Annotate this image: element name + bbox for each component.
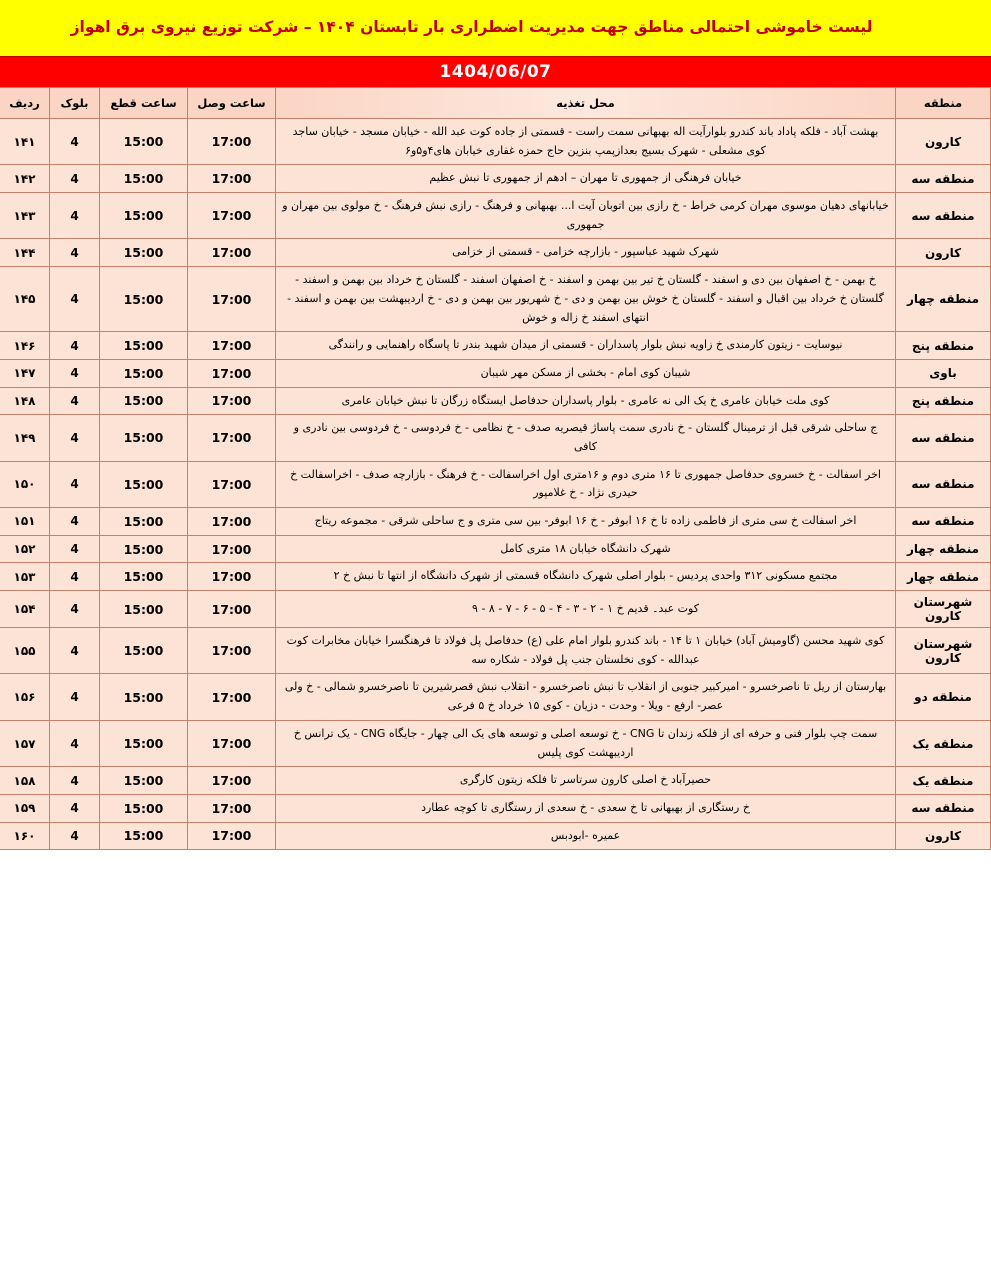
cell-region: شهرستان کارون — [896, 591, 991, 628]
table-body — [0, 119, 991, 850]
table-row — [0, 165, 991, 193]
table-header-row — [0, 88, 991, 119]
cell-time-off: 15:00 — [100, 822, 188, 850]
cell-index: ۱۴۶ — [0, 332, 50, 360]
cell-block: 4 — [50, 767, 100, 795]
cell-time-on: 17:00 — [188, 563, 276, 591]
cell-time-off: 15:00 — [100, 239, 188, 267]
cell-time-on: 17:00 — [188, 267, 276, 332]
cell-time-off: 15:00 — [100, 332, 188, 360]
cell-time-off: 15:00 — [100, 119, 188, 165]
cell-place: بهشت آباد - فلکه پاداد باند کندرو بلوارآیت اله بهبهانی سمت راست - قسمتی از جاده کوت عبد الله - خیابان مسجد - خیابان ساجد کوی مشعلی - شهرک بسیج بعدازپمپ بنزین حاج حمزه غفاری خیابان های۴و۵و۶ — [276, 119, 896, 165]
cell-index: ۱۵۲ — [0, 535, 50, 563]
table-row — [0, 563, 991, 591]
cell-time-on: 17:00 — [188, 193, 276, 239]
cell-block: 4 — [50, 822, 100, 850]
cell-block: 4 — [50, 563, 100, 591]
cell-block: 4 — [50, 628, 100, 674]
cell-place: حصیرآباد خ اصلی کارون سرتاسر تا فلکه زیتون کارگری — [276, 767, 896, 795]
cell-region: منطقه چهار — [896, 267, 991, 332]
cell-index: ۱۵۱ — [0, 508, 50, 536]
cell-place: اخر اسفالت خ سی متری از فاطمی زاده تا خ ۱۶ ابوفر - خ ۱۶ ابوفر- بین سی متری و ج ساحلی شرقی - مجموعه ریتاج — [276, 508, 896, 536]
cell-region: منطقه سه — [896, 193, 991, 239]
cell-index: ۱۴۳ — [0, 193, 50, 239]
cell-place: ج ساحلی شرقی قبل از ترمینال گلستان - خ نادری سمت پاساژ قیصریه صدف - خ نظامی - خ فردوسی - خ فردوسی بین نادری و کافی — [276, 415, 896, 461]
cell-block: 4 — [50, 119, 100, 165]
table-row — [0, 415, 991, 461]
cell-block: 4 — [50, 508, 100, 536]
cell-time-off: 15:00 — [100, 720, 188, 766]
cell-region: منطقه سه — [896, 794, 991, 822]
cell-region: منطقه سه — [896, 415, 991, 461]
cell-region: شهرستان کارون — [896, 628, 991, 674]
table-row — [0, 508, 991, 536]
table-row — [0, 387, 991, 415]
cell-place: خیابان فرهنگی از جمهوری تا مهران – ادهم از جمهوری تا نبش عظیم — [276, 165, 896, 193]
cell-time-off: 15:00 — [100, 674, 188, 720]
cell-time-off: 15:00 — [100, 165, 188, 193]
table-row — [0, 267, 991, 332]
page-title: لیست خاموشی احتمالی مناطق جهت مدیریت اضطراری بار تابستان ۱۴۰۴ – شرکت توزیع نیروی برق اهواز — [70, 18, 873, 37]
date-banner: 1404/06/07 — [0, 57, 991, 87]
cell-block: 4 — [50, 165, 100, 193]
cell-block: 4 — [50, 332, 100, 360]
cell-time-on: 17:00 — [188, 535, 276, 563]
cell-time-off: 15:00 — [100, 535, 188, 563]
cell-place: مجتمع مسکونی ۳۱۲ واحدی پردیس - بلوار اصلی شهرک دانشگاه قسمتی از شهرک دانشگاه از انتها تا نبش خ ۲ — [276, 563, 896, 591]
cell-index: ۱۵۴ — [0, 591, 50, 628]
cell-block: 4 — [50, 387, 100, 415]
table-row — [0, 591, 991, 628]
cell-region: منطقه سه — [896, 508, 991, 536]
table-row — [0, 535, 991, 563]
cell-place: خ رستگاری از بهبهانی تا خ سعدی - خ سعدی از رستگاری تا کوچه عطارد — [276, 794, 896, 822]
cell-time-on: 17:00 — [188, 359, 276, 387]
cell-block: 4 — [50, 535, 100, 563]
cell-index: ۱۴۴ — [0, 239, 50, 267]
title-banner — [0, 0, 991, 57]
cell-block: 4 — [50, 415, 100, 461]
cell-region: منطقه سه — [896, 165, 991, 193]
cell-time-on: 17:00 — [188, 119, 276, 165]
table-row — [0, 193, 991, 239]
cell-index: ۱۵۰ — [0, 461, 50, 507]
cell-time-on: 17:00 — [188, 767, 276, 795]
cell-block: 4 — [50, 674, 100, 720]
cell-time-on: 17:00 — [188, 794, 276, 822]
cell-index: ۱۵۷ — [0, 720, 50, 766]
cell-index: ۱۴۷ — [0, 359, 50, 387]
cell-region: منطقه پنج — [896, 387, 991, 415]
cell-region: کارون — [896, 239, 991, 267]
cell-time-on: 17:00 — [188, 387, 276, 415]
cell-block: 4 — [50, 359, 100, 387]
cell-time-on: 17:00 — [188, 822, 276, 850]
cell-region: منطقه یک — [896, 720, 991, 766]
cell-time-off: 15:00 — [100, 415, 188, 461]
cell-index: ۱۴۲ — [0, 165, 50, 193]
cell-block: 4 — [50, 267, 100, 332]
cell-block: 4 — [50, 461, 100, 507]
cell-time-on: 17:00 — [188, 461, 276, 507]
cell-index: ۱۵۶ — [0, 674, 50, 720]
table-row — [0, 359, 991, 387]
cell-place: شهرک شهید عباسپور - بازارچه خزامی - قسمتی از خزامی — [276, 239, 896, 267]
table-row — [0, 674, 991, 720]
cell-index: ۱۴۵ — [0, 267, 50, 332]
table-row — [0, 767, 991, 795]
cell-region: کارون — [896, 119, 991, 165]
cell-place: بهارستان از ریل تا ناصرخسرو - امیرکبیر جنوبی از انقلاب تا نبش ناصرخسرو - انقلاب نبش قصرشیرین تا ناصرخسرو شمالی - خ ولی عصر- ارفع - ویلا - وحدت - دزیان - کوی ۱۵ خرداد خ ۵ فرعی — [276, 674, 896, 720]
cell-region: منطقه چهار — [896, 535, 991, 563]
cell-time-on: 17:00 — [188, 628, 276, 674]
cell-place: کوی شهید محسن (گاومیش آباد) خیابان ۱ تا ۱۴ - باند کندرو بلوار امام علی (ع) حدفاصل پل فولاد تا فرهنگسرا خیابان مخابرات کوت عبدالله - کوی نخلستان جنب پل فولاد - شکاره سه — [276, 628, 896, 674]
cell-time-on: 17:00 — [188, 591, 276, 628]
cell-time-on: 17:00 — [188, 674, 276, 720]
cell-place: اخر اسفالت - خ خسروی حدفاصل جمهوری تا ۱۶ متری دوم و ۱۶متری اول اخراسفالت - خ فرهنگ - بازارچه صدف - اخراسفالت خ حیدری نژاد - خ غلامپور — [276, 461, 896, 507]
cell-place: کوی ملت خیابان عامری خ یک الی نه عامری - بلوار پاسداران حدفاصل ایستگاه زرگان تا نبش خیابان عامری — [276, 387, 896, 415]
cell-time-off: 15:00 — [100, 267, 188, 332]
cell-index: ۱۴۹ — [0, 415, 50, 461]
cell-time-off: 15:00 — [100, 193, 188, 239]
cell-region: منطقه یک — [896, 767, 991, 795]
outage-table — [0, 87, 991, 850]
column-header-block: بلوک — [50, 88, 100, 119]
cell-index: ۱۴۱ — [0, 119, 50, 165]
cell-place: سمت چپ بلوار فنی و حرفه ای از فلکه زندان تا CNG - خ توسعه اصلی و توسعه های یک الی چهار - جایگاه CNG - یک ترانس خ اردیبهشت کوی پلیس — [276, 720, 896, 766]
cell-block: 4 — [50, 794, 100, 822]
cell-region: منطقه چهار — [896, 563, 991, 591]
cell-region: منطقه دو — [896, 674, 991, 720]
cell-time-off: 15:00 — [100, 563, 188, 591]
table-header — [0, 88, 991, 119]
table-row — [0, 239, 991, 267]
cell-time-off: 15:00 — [100, 767, 188, 795]
cell-index: ۱۴۸ — [0, 387, 50, 415]
table-row — [0, 119, 991, 165]
cell-region: کارون — [896, 822, 991, 850]
cell-time-off: 15:00 — [100, 461, 188, 507]
cell-index: ۱۵۹ — [0, 794, 50, 822]
title-banner-right-spacer — [0, 0, 40, 56]
cell-index: ۱۵۳ — [0, 563, 50, 591]
cell-index: ۱۶۰ — [0, 822, 50, 850]
cell-place: شیبان کوی امام - بخشی از مسکن مهر شیبان — [276, 359, 896, 387]
cell-place: خ بهمن - خ اصفهان بین دی و اسفند - گلستان خ تیر بین بهمن و اسفند - خ اصفهان اسفند - گلستان خ خرداد بین بهمن و اسفند - گلستان خ خرداد بین اقبال و اسفند - گلستان خ خوش بین بهمن و دی - خ شهریور بین بهمن و دی - خ اردیبهشت بین بهمن و اسفند - انتهای اسفند خ زاله و خوش — [276, 267, 896, 332]
column-header-index: ردیف — [0, 88, 50, 119]
title-banner-left-spacer — [903, 0, 991, 56]
cell-time-off: 15:00 — [100, 794, 188, 822]
cell-time-on: 17:00 — [188, 332, 276, 360]
cell-region: منطقه پنج — [896, 332, 991, 360]
table-row — [0, 628, 991, 674]
table-row — [0, 461, 991, 507]
cell-time-on: 17:00 — [188, 415, 276, 461]
table-row — [0, 332, 991, 360]
cell-time-off: 15:00 — [100, 628, 188, 674]
cell-time-on: 17:00 — [188, 165, 276, 193]
cell-block: 4 — [50, 193, 100, 239]
cell-time-on: 17:00 — [188, 508, 276, 536]
cell-time-on: 17:00 — [188, 720, 276, 766]
cell-block: 4 — [50, 591, 100, 628]
table-row — [0, 822, 991, 850]
cell-block: 4 — [50, 239, 100, 267]
cell-region: منطقه سه — [896, 461, 991, 507]
cell-time-on: 17:00 — [188, 239, 276, 267]
cell-index: ۱۵۸ — [0, 767, 50, 795]
column-header-time-on: ساعت وصل — [188, 88, 276, 119]
cell-index: ۱۵۵ — [0, 628, 50, 674]
cell-time-off: 15:00 — [100, 387, 188, 415]
table-row — [0, 794, 991, 822]
column-header-region: منطقه — [896, 88, 991, 119]
cell-place: کوت عبد۔ قدیم خ ۱ - ۲ - ۳ - ۴ - ۵ - ۶ - ۷ - ۸ - ۹ — [276, 591, 896, 628]
cell-time-off: 15:00 — [100, 508, 188, 536]
cell-block: 4 — [50, 720, 100, 766]
cell-place: عمیره -ابودبس — [276, 822, 896, 850]
column-header-time-off: ساعت قطع — [100, 88, 188, 119]
cell-place: خیابانهای دهیان موسوی مهران کرمی خراط - خ رازی بین اتوبان آیت ا... بهبهانی و فرهنگ - رازی نبش فرهنگ - خ مولوی بین مهران و جمهوری — [276, 193, 896, 239]
cell-time-off: 15:00 — [100, 591, 188, 628]
cell-place: نیوسایت - زیتون کارمندی خ زاویه نبش بلوار پاسداران - قسمتی از میدان شهید بندر تا پاسگاه راهنمایی و رانندگی — [276, 332, 896, 360]
cell-region: باوی — [896, 359, 991, 387]
column-header-place: محل تغذیه — [276, 88, 896, 119]
cell-time-off: 15:00 — [100, 359, 188, 387]
table-row — [0, 720, 991, 766]
cell-place: شهرک دانشگاه خیابان ۱۸ متری کامل — [276, 535, 896, 563]
